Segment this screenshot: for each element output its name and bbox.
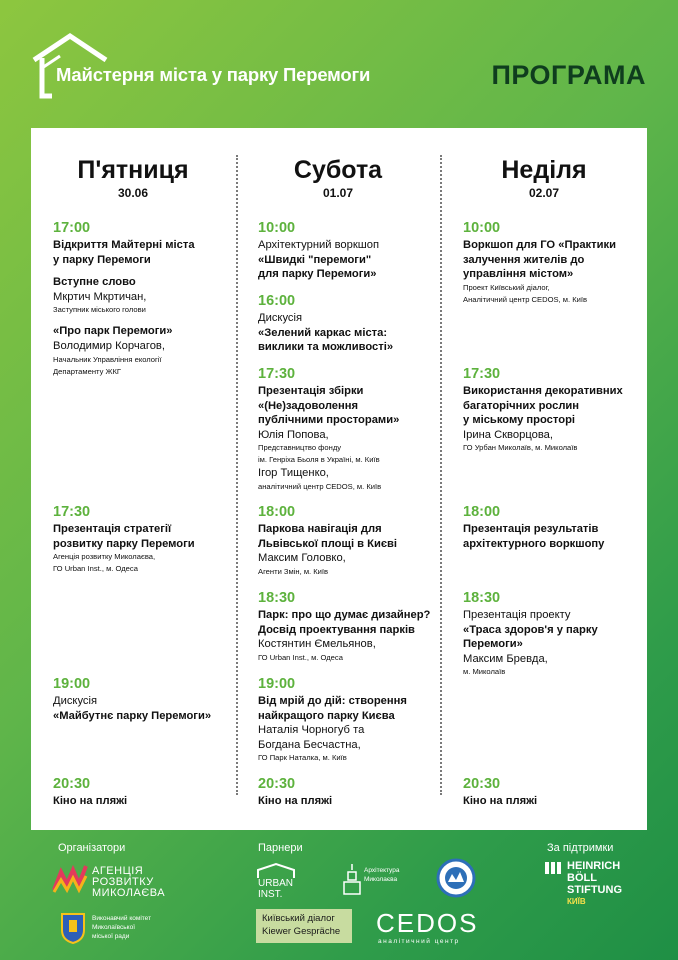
event-title: Перемоги» (463, 638, 523, 651)
speaker-name: Максим Бревда, (463, 652, 548, 665)
day-date: 30.06 (117, 186, 149, 200)
boell-logo-icon (545, 862, 563, 874)
event-sun-2030 (463, 776, 643, 809)
event-organizer: ГО Urban Inst., м. Одеса (53, 564, 138, 574)
architecture-logo-text (364, 866, 399, 884)
speaker-role: Агенти Змін, м. Київ (258, 566, 329, 576)
speaker-role: Заступник міського голови (53, 305, 146, 315)
event-title: Львівської площі в Києві (258, 537, 398, 550)
event-subtitle: «Про парк Перемоги» (53, 325, 173, 338)
event-sat-1900 (258, 676, 453, 764)
day-name: Субота (293, 156, 383, 184)
speaker-name: Мкртич Мкртичан, (53, 290, 147, 303)
event-organizer: Аналітичний центр CEDOS, м. Київ (463, 294, 588, 304)
event-title: управління містом» (463, 268, 574, 281)
event-title: «Траса здоров'я у парку (463, 623, 598, 636)
event-time: 17:30 (258, 366, 296, 382)
speaker-role: аналітичний центр CEDOS, м. Київ (258, 481, 382, 491)
day-date: 02.07 (528, 186, 560, 200)
speaker-role: Департаменту ЖКГ (53, 366, 122, 376)
day-header-sunday (449, 156, 639, 200)
agency-logo-text (92, 866, 165, 899)
partner-badge-icon (436, 858, 476, 898)
event-sat-1830 (258, 590, 453, 664)
event-sun-1830 (463, 590, 643, 678)
speaker-role: ім. Генріха Бьоля в Україні, м. Київ (258, 455, 380, 465)
event-time: 20:30 (463, 776, 501, 792)
organizers-label: Організатори (58, 842, 126, 854)
speaker-name: Наталія Чорногуб та (258, 724, 365, 737)
event-title: Кіно на пляжі (53, 795, 128, 807)
event-organizer: Агенція розвитку Миколаєва, (53, 552, 156, 562)
event-title: «Швидкі "перемоги" (258, 253, 372, 266)
event-time: 18:30 (463, 590, 501, 606)
kyiv-dialog-logo (256, 909, 352, 943)
event-title: «Майбутнє парку Перемоги» (53, 709, 212, 722)
council-line: Миколаївської (92, 924, 136, 931)
cedos-subtitle: аналітичний центр (378, 938, 460, 945)
speaker-role: ГО Парк Наталка, м. Київ (258, 753, 347, 763)
event-title: Воркшоп для ГО «Практики (463, 239, 616, 251)
speaker-name: Володимир Корчагов, (53, 339, 165, 352)
event-title: Відкриття Майтерні міста (53, 239, 195, 251)
speaker-role: м. Миколаїв (463, 667, 506, 677)
event-title: розвитку парку Перемоги (53, 537, 195, 550)
event-title: Презентація результатів (463, 523, 599, 535)
agency-line: МИКОЛАЄВА (92, 887, 166, 899)
day-header-friday (38, 156, 228, 200)
event-title: залучення жителів до (463, 253, 585, 266)
event-sat-1800 (258, 504, 453, 578)
event-sun-1000 (463, 220, 643, 306)
arch-line: Архітектура (364, 867, 400, 874)
boell-logo-text (567, 860, 622, 908)
dialog-line: Kiewer Gespräche (262, 926, 341, 937)
event-title: «Зелений каркас міста: (258, 326, 388, 339)
event-subtitle: Вступне слово (53, 276, 136, 289)
speaker-role: Представництво фонду (258, 443, 342, 453)
agency-line: АГЕНЦІЯ (92, 865, 144, 877)
event-time: 19:00 (258, 676, 296, 692)
day-header-saturday (243, 156, 433, 200)
speaker-name: Богдана Бесчастна, (258, 738, 361, 751)
event-time: 17:30 (53, 504, 91, 520)
speaker-role: Начальник Управління екології (53, 354, 162, 364)
arch-line: Миколаєва (364, 876, 398, 883)
day-date: 01.07 (322, 186, 354, 200)
event-time: 20:30 (258, 776, 296, 792)
event-title: Від мрій до дій: створення (258, 695, 407, 707)
event-sat-2030 (258, 776, 453, 809)
event-time: 17:30 (463, 366, 501, 382)
event-title: для парку Перемоги» (258, 268, 377, 281)
boell-line: HEINRICH (567, 860, 621, 872)
event-title: Кіно на пляжі (463, 795, 538, 807)
speaker-name: Ігор Тищенко, (258, 467, 329, 480)
boell-line: STIFTUNG (567, 884, 622, 896)
council-line: міської ради (92, 933, 130, 940)
urban-line: INST. (258, 889, 283, 900)
event-title: Кіно на пляжі (258, 795, 333, 807)
event-title: у міському просторі (463, 414, 576, 427)
event-time: 19:00 (53, 676, 91, 692)
event-time: 10:00 (258, 220, 296, 236)
event-fri-1700 (53, 220, 248, 378)
event-organizer: Проект Київський діалог, (463, 282, 550, 292)
day-name: П'ятниця (77, 156, 189, 184)
event-time: 18:00 (258, 504, 296, 520)
event-title: багаторічних рослин (463, 399, 580, 412)
speaker-role: ГО Урбан Миколаїв, м. Миколаїв (463, 443, 578, 453)
event-time: 20:30 (53, 776, 91, 792)
event-type: Архітектурний воркшоп (258, 239, 380, 251)
event-type: Дискусія (53, 695, 98, 707)
event-title: Паркова навігація для (258, 523, 382, 535)
event-time: 17:00 (53, 220, 91, 236)
dialog-line: Київський діалог (262, 913, 335, 924)
speaker-name: Ірина Скворцова, (463, 428, 553, 441)
event-title: Парк: про що думає дизайнер? (258, 609, 431, 621)
agency-line: РОЗВИТКУ (92, 876, 154, 888)
event-time: 16:00 (258, 293, 296, 309)
event-title: найкращого парку Києва (258, 709, 395, 722)
day-name: Неділя (501, 156, 587, 184)
event-type: Презентація проекту (463, 609, 571, 621)
support-label: За підтримки (547, 842, 614, 854)
event-title: публічними просторами» (258, 414, 400, 427)
event-sat-1600 (258, 293, 453, 355)
event-type: Дискусія (258, 312, 303, 324)
event-time: 18:30 (258, 590, 296, 606)
event-time: 18:00 (463, 504, 501, 520)
speaker-name: Костянтин Ємельянов, (258, 638, 376, 651)
boell-line: КИЇВ (567, 897, 586, 906)
event-title: «(Не)задоволення (258, 399, 359, 412)
council-line: Виконавчий комітет (92, 915, 152, 922)
event-fri-1730 (53, 504, 248, 575)
council-logo-text (92, 914, 151, 941)
urban-inst-logo-text (258, 878, 293, 900)
site-title: Майстерня міста у парку Перемоги (56, 64, 371, 85)
event-title: Презентація стратегії (53, 523, 172, 535)
agency-logo-icon (52, 862, 88, 894)
event-title: Презентація збірки (258, 385, 364, 397)
urban-line: URBAN (258, 878, 294, 889)
event-fri-2030 (53, 776, 248, 809)
speaker-role: ГО Urban Inst., м. Одеса (258, 652, 343, 662)
event-sat-1000 (258, 220, 453, 282)
event-title: у парку Перемоги (53, 253, 151, 266)
header (0, 0, 678, 128)
partners-label: Парнери (258, 842, 303, 854)
event-title: Використання декоративних (463, 385, 623, 397)
event-sun-1730 (463, 366, 643, 454)
event-sun-1800 (463, 504, 643, 551)
event-fri-1900 (53, 676, 248, 723)
cedos-logo: CEDOS (376, 908, 479, 938)
event-title: Досвід проектування парків (258, 623, 415, 636)
event-title: архітектурного воркшопу (463, 537, 605, 550)
boell-line: BÖLL (567, 872, 597, 884)
event-sat-1730 (258, 366, 453, 493)
program-heading: ПРОГРАМА (491, 60, 646, 90)
event-title: виклики та можливості» (258, 341, 394, 354)
architecture-logo-icon (342, 862, 362, 896)
speaker-name: Юлія Попова, (258, 428, 329, 441)
speaker-name: Максим Головко, (258, 552, 346, 565)
city-emblem-icon (60, 910, 86, 944)
event-time: 10:00 (463, 220, 501, 236)
